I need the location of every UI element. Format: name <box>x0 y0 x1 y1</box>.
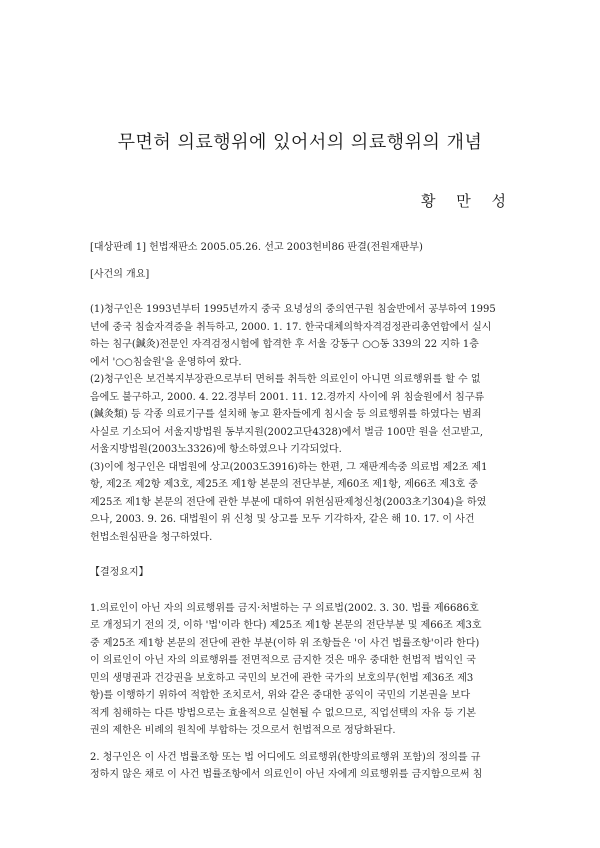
text-line: 중 제25조 제1항 본문의 전단에 관한 부분(이하 위 조항들은 '이 사건 법률조항'이라 한다) <box>90 637 480 649</box>
page-title: 무면허 의료행위에 있어서의 의료행위의 개념 <box>117 132 483 153</box>
text-line: 서울지방법원(2003노3326)에 항소하였으나 기각되었다. <box>90 444 342 455</box>
text-line: 으나, 2003. 9. 26. 대법원이 위 신청 및 상고를 모두 기각하자, 같은 해 10. 17. 이 사건 <box>90 514 475 525</box>
text-line: 제25조 제1항 본문의 전단에 관한 부분에 대하여 위헌심판제청신청(2003초기304)을 하였 <box>90 496 487 508</box>
summary-heading: 【결정요지】 <box>90 567 149 578</box>
author-name: 황 만 성 <box>420 192 514 210</box>
summary-paragraph-1 <box>90 600 516 740</box>
text-line: 음에도 불구하고, 2000. 4. 22.경부터 2001. 11. 12.경까지 사이에 위 침술원에서 침구류 <box>90 391 485 403</box>
document-body <box>90 239 516 784</box>
text-line: (1)청구인은 1993년부터 1995년까지 중국 요녕성의 중의연구원 침술반에서 공부하여 1995 <box>90 304 496 315</box>
text-line: 헌법소원심판을 청구하였다. <box>90 531 213 543</box>
text-line: (鍼灸類) 등 각종 의료기구를 설치해 놓고 환자들에게 침시술 등 의료행위를 하였다는 범죄 <box>90 409 482 420</box>
text-line: 1.의료인이 아닌 자의 의료행위를 금지·처벌하는 구 의료법(2002. 3. 30. 법률 제6686호 <box>90 602 479 614</box>
text-line: (3)이에 청구인은 대법원에 상고(2003도3916)하는 한편, 그 재판계속중 의료법 제2조 제1 <box>90 461 488 473</box>
text-line: 항)를 이행하기 위하여 적합한 조치로서, 위와 같은 중대한 공익이 국민의 기본권을 보다 <box>90 690 471 701</box>
text-line: 사실로 기소되어 서울지방법원 동부지원(2002고단4328)에서 벌금 100만 원을 선고받고, <box>90 426 484 438</box>
text-line: 로 개정되기 전의 것, 이하 '법'이라 한다) 제25조 제1항 본문의 전단부분 및 제66조 제3호 <box>90 620 482 631</box>
facts-heading: [사건의 개요] <box>90 268 150 280</box>
text-line: 년에 중국 침술자격증을 취득하고, 2000. 1. 17. 한국대체의학자격검정관리총연합에서 실시 <box>90 321 492 333</box>
text-line: 이 의료인이 아닌 자의 의료행위를 전면적으로 금지한 것은 매우 중대한 헌법적 법익인 국 <box>90 655 476 666</box>
summary-paragraph-2 <box>90 749 516 784</box>
facts-section <box>90 301 516 546</box>
text-line: 항, 제2조 제2항 제3호, 제25조 제1항 본문의 전단부분, 제60조 제1항, 제66조 제3호 중 <box>90 479 479 490</box>
text-line: 민의 생명권과 건강권을 보호하고 국민의 보건에 관한 국가의 보호의무(헌법 제36조 제3 <box>90 672 474 684</box>
text-line: 적게 침해하는 다른 방법으로는 효율적으로 실현될 수 없으므로, 직업선택의 자유 등 기본 <box>90 707 476 719</box>
text-line: 권의 제한은 비례의 원칙에 부합하는 것으로서 헌법적으로 정당화된다. <box>90 725 396 736</box>
text-line: 정하지 않은 채로 이 사건 법률조항에서 의료인이 아닌 자에게 의료행위를 금지함으로써 침 <box>90 769 483 780</box>
text-line: (2)청구인은 보건복지부장관으로부터 면허를 취득한 의료인이 아니면 의료행위를 할 수 없 <box>90 374 481 385</box>
text-line: 하는 침구(鍼灸)전문인 자격검정시험에 합격한 후 서울 강동구 ○○동 339의 22 지하 1층 <box>90 339 479 350</box>
text-line: 2. 청구인은 이 사건 법률조항 또는 법 어디에도 의료행위(한방의료행위 포함)의 정의를 규 <box>90 751 481 763</box>
case-reference: [대상판례 1] 헌법재판소 2005.05.26. 선고 2003헌비86 판결(전원재판부) <box>90 242 423 253</box>
text-line: 에서 '○○침술원'을 운영하여 왔다. <box>90 356 242 368</box>
